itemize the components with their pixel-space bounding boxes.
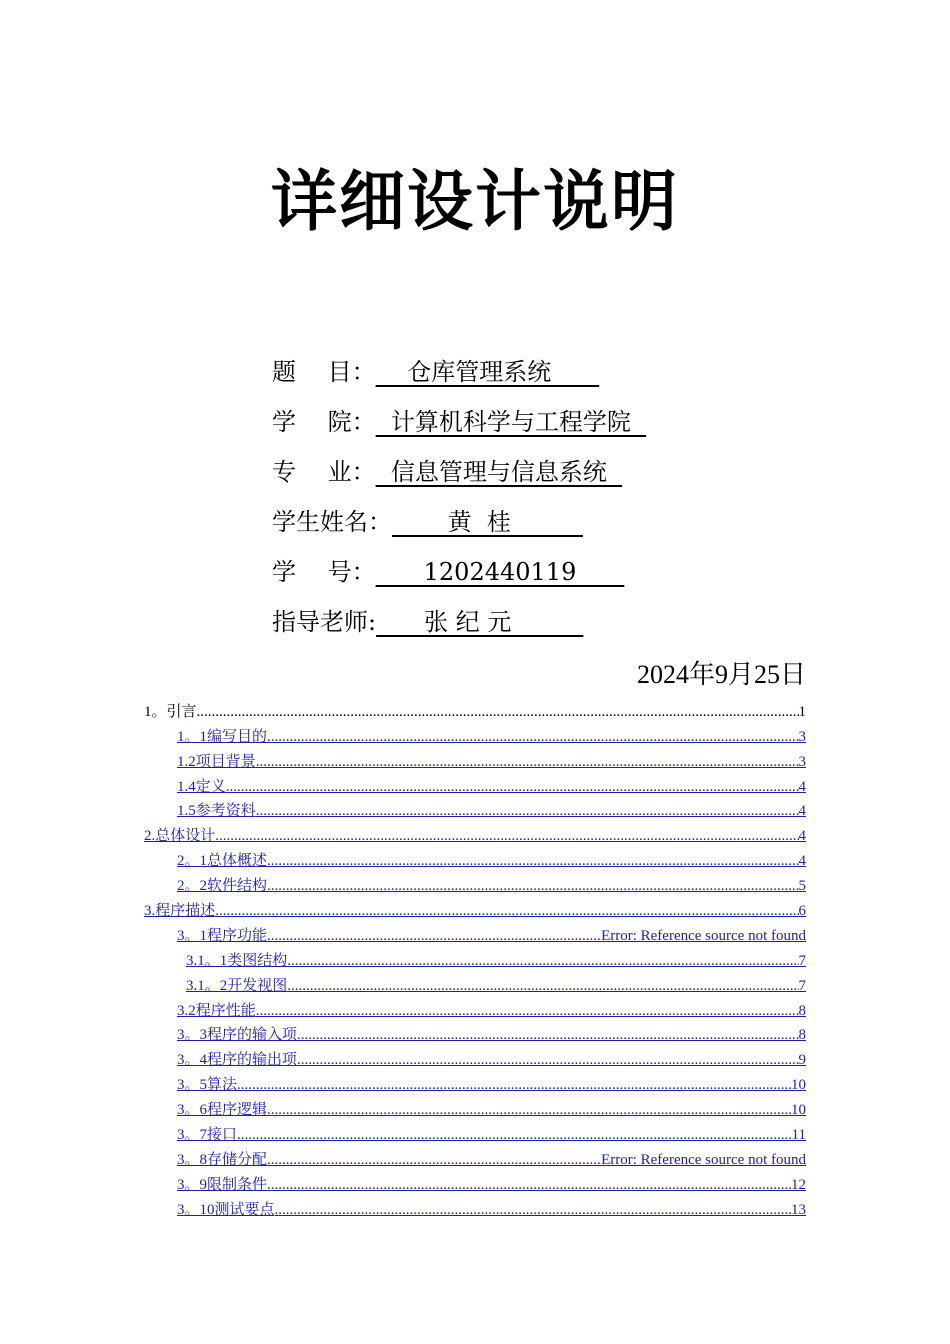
toc-entry[interactable] [144, 895, 806, 920]
toc-entry-page: 6 [798, 903, 806, 920]
info-value: 1202440119 [375, 558, 625, 586]
cover-info-block [272, 352, 646, 652]
info-label: 题 目： [272, 358, 376, 386]
toc-entry[interactable] [144, 1069, 806, 1094]
toc-leader-dots [267, 1102, 791, 1119]
toc-entry-title: 1.2项目背景 [177, 753, 256, 770]
table-of-contents [144, 696, 806, 1219]
toc-entry-title: 3.1。2开发视图 [186, 977, 288, 994]
toc-entry[interactable] [144, 1169, 806, 1194]
toc-leader-dots [267, 928, 601, 945]
info-label: 专 业： [272, 458, 376, 486]
toc-leader-dots [275, 1202, 791, 1219]
toc-entry[interactable] [144, 1044, 806, 1069]
info-value: 仓库管理系统 [375, 358, 600, 386]
toc-entry-title: 3.程序描述 [144, 903, 216, 920]
toc-entry-title: 3。9限制条件 [177, 1176, 268, 1193]
toc-leader-dots [287, 953, 798, 970]
toc-entry[interactable] [144, 1020, 806, 1045]
info-value: 张 纪 元 [376, 608, 584, 636]
toc-entry-title: 3。7接口 [177, 1127, 238, 1144]
toc-entry-page: 12 [791, 1176, 806, 1193]
toc-entry-title: 3。6程序逻辑 [177, 1102, 268, 1119]
info-row-student-name [272, 502, 646, 552]
toc-entry-page: 4 [798, 778, 806, 795]
info-label: 指导老师: [272, 608, 377, 636]
toc-entry-page: 7 [798, 977, 806, 994]
info-label: 学 号： [272, 558, 376, 586]
info-label: 学 院： [272, 408, 376, 436]
toc-entry-page: 1 [798, 703, 806, 720]
toc-entry-title: 3。5算法 [177, 1077, 238, 1094]
toc-entry-page: 10 [791, 1102, 806, 1119]
toc-entry[interactable] [144, 970, 806, 995]
toc-entry[interactable] [144, 995, 806, 1020]
toc-leader-dots [267, 878, 798, 895]
toc-leader-dots [267, 1177, 791, 1194]
toc-entry-page: 10 [791, 1077, 806, 1094]
toc-entry-title: 2。2软件结构 [177, 878, 268, 895]
info-row-advisor [272, 602, 646, 652]
toc-entry-page: 8 [798, 1027, 806, 1044]
toc-entry-title: 1.5参考资料 [177, 803, 256, 820]
info-row-student-id [272, 552, 646, 602]
toc-leader-dots [226, 779, 799, 796]
toc-entry[interactable] [144, 1194, 806, 1219]
toc-entry-title: 1。引言 [144, 703, 197, 720]
toc-entry[interactable] [144, 920, 806, 945]
info-value: 黄 桂 [392, 508, 583, 536]
toc-leader-dots [256, 803, 799, 820]
toc-entry-page: 4 [798, 853, 806, 870]
toc-entry-title: 2。1总体概述 [177, 853, 268, 870]
toc-leader-dots [297, 1027, 798, 1044]
toc-leader-dots [267, 1152, 601, 1169]
toc-entry[interactable] [144, 796, 806, 821]
toc-entry-page: 7 [798, 952, 806, 969]
toc-entry-title: 2.总体设计 [144, 828, 216, 845]
toc-leader-dots [287, 978, 798, 995]
toc-entry-title: 1.4定义 [177, 778, 226, 795]
toc-entry-page: 5 [798, 878, 806, 895]
toc-entry-page: 13 [791, 1201, 806, 1218]
toc-entry-page: 11 [791, 1127, 806, 1144]
toc-entry[interactable] [144, 746, 806, 771]
toc-leader-dots [256, 754, 799, 771]
toc-entry[interactable] [144, 870, 806, 895]
toc-leader-dots [297, 1052, 798, 1069]
toc-entry[interactable] [144, 1094, 806, 1119]
toc-entry-page: 3 [798, 728, 806, 745]
info-value: 信息管理与信息系统 [375, 458, 623, 486]
toc-entry-page: 4 [798, 828, 806, 845]
toc-entry-title: 3.2程序性能 [177, 1002, 256, 1019]
toc-entry[interactable] [144, 771, 806, 796]
toc-entry-page: 3 [798, 753, 806, 770]
info-row-college [272, 402, 646, 452]
toc-entry-title: 3。3程序的输入项 [177, 1027, 298, 1044]
toc-entry-title: 3。1程序功能 [177, 927, 268, 944]
toc-leader-dots [197, 704, 799, 721]
toc-leader-dots [215, 903, 798, 920]
toc-entry [144, 696, 806, 721]
toc-leader-dots [237, 1077, 791, 1094]
toc-entry[interactable] [144, 820, 806, 845]
toc-entry[interactable] [144, 845, 806, 870]
info-row-major [272, 452, 646, 502]
toc-entry[interactable] [144, 945, 806, 970]
toc-entry-title: 3。8存储分配 [177, 1151, 268, 1168]
toc-leader-dots [215, 828, 798, 845]
toc-entry-title: 3.1。1类图结构 [186, 952, 288, 969]
info-label: 学生姓名： [272, 508, 392, 536]
toc-leader-dots [267, 729, 798, 746]
toc-entry-page: 8 [798, 1002, 806, 1019]
toc-entry-page: Error: Reference source not found [601, 927, 806, 944]
toc-entry-page: 9 [798, 1052, 806, 1069]
toc-entry[interactable] [144, 721, 806, 746]
toc-entry-page: Error: Reference source not found [601, 1151, 806, 1168]
document-date: 2024年9月25日 [636, 660, 806, 689]
toc-leader-dots [237, 1127, 792, 1144]
toc-entry[interactable] [144, 1119, 806, 1144]
info-row-topic [272, 352, 646, 402]
toc-entry-page: 4 [798, 803, 806, 820]
document-title: 详细设计说明 [271, 162, 679, 240]
toc-entry[interactable] [144, 1144, 806, 1169]
toc-leader-dots [256, 1003, 799, 1020]
info-value: 计算机科学与工程学院 [375, 408, 647, 436]
toc-leader-dots [267, 853, 798, 870]
toc-entry-title: 3。10测试要点 [177, 1201, 275, 1218]
toc-entry-title: 1。1编写目的 [177, 728, 268, 745]
toc-entry-title: 3。4程序的输出项 [177, 1052, 298, 1069]
